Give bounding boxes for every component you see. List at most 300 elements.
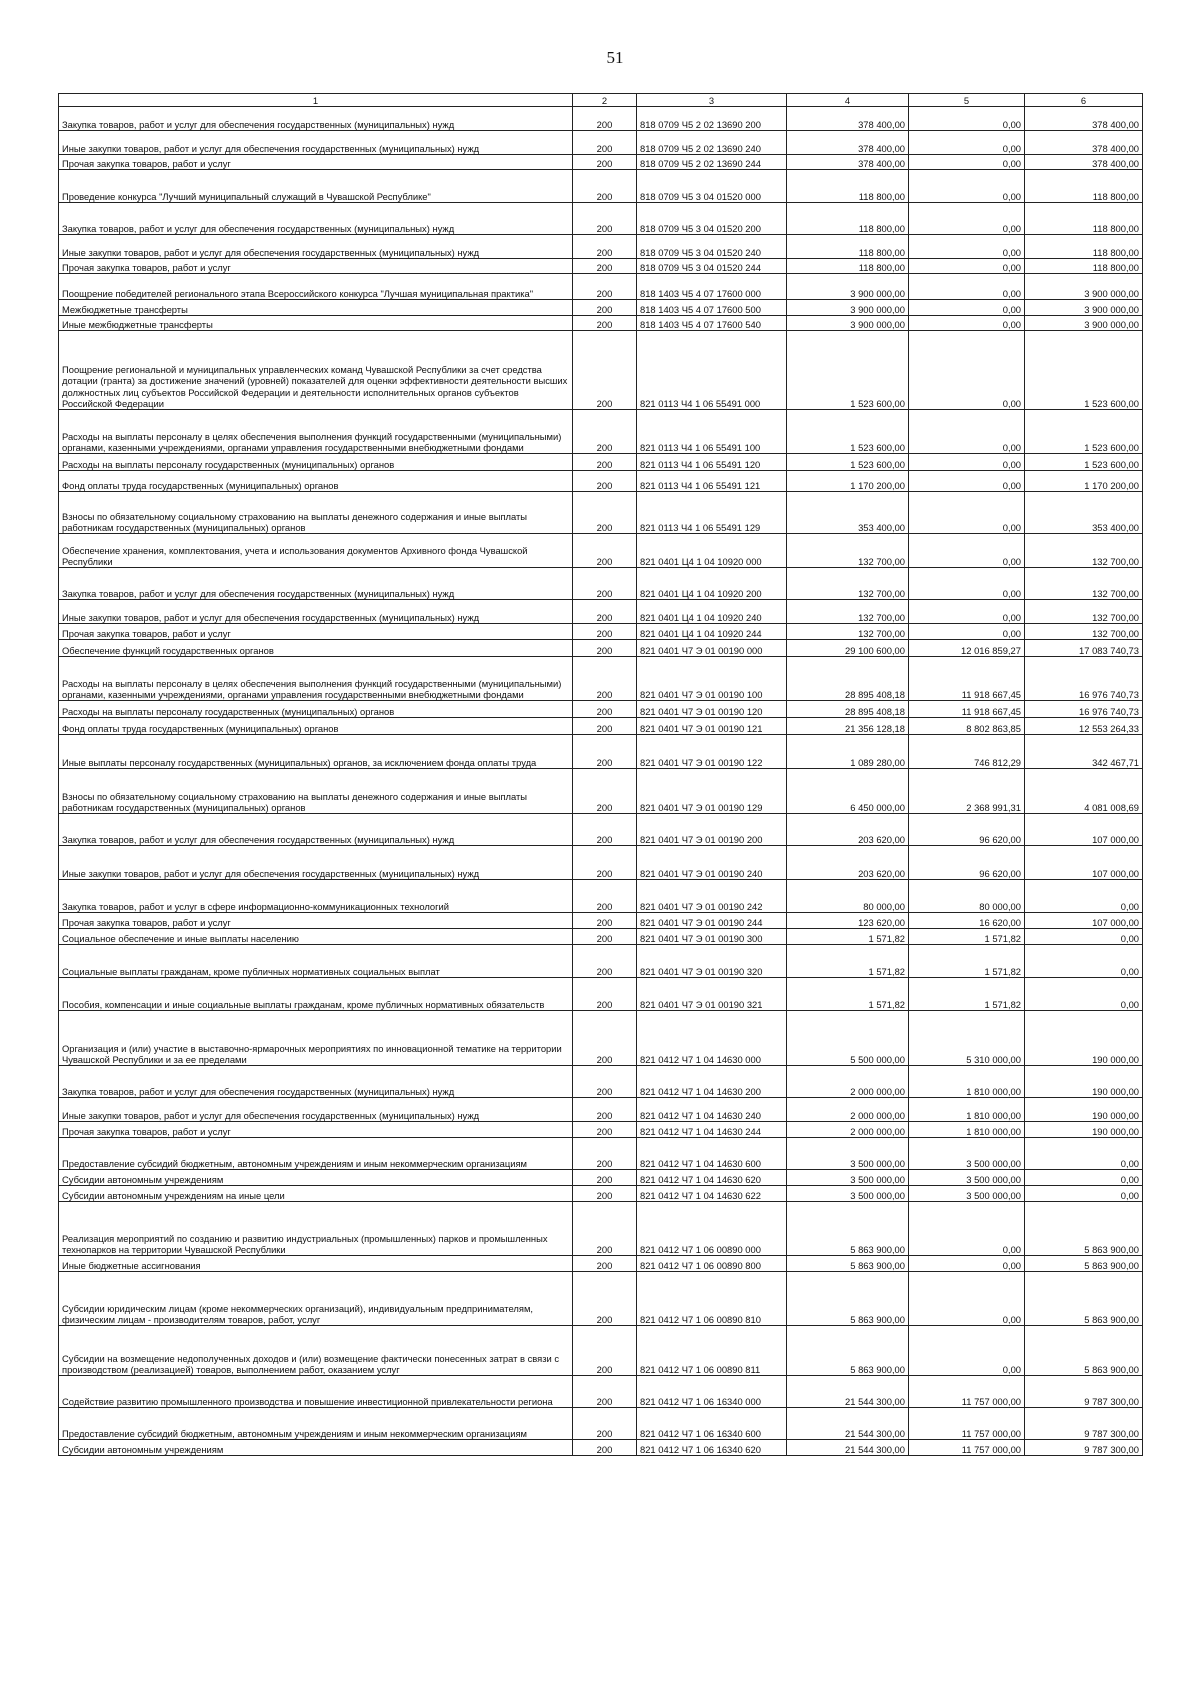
row-value-6: 132 700,00 <box>1025 568 1143 600</box>
row-value-4: 5 500 000,00 <box>787 1011 909 1066</box>
row-value-6: 17 083 740,73 <box>1025 640 1143 657</box>
table-row <box>59 945 1143 978</box>
row-column-2: 200 <box>573 107 637 131</box>
row-value-5: 1 810 000,00 <box>909 1122 1025 1138</box>
row-column-2: 200 <box>573 945 637 978</box>
row-name: Закупка товаров, работ и услуг для обеспечения государственных (муниципальных) нужд <box>59 203 573 235</box>
row-value-6: 190 000,00 <box>1025 1066 1143 1098</box>
row-code: 821 0412 Ч7 1 04 14630 620 <box>637 1170 787 1186</box>
row-code: 821 0401 Ц4 1 04 10920 240 <box>637 600 787 624</box>
row-value-5: 5 310 000,00 <box>909 1011 1025 1066</box>
row-value-4: 378 400,00 <box>787 107 909 131</box>
table-row <box>59 929 1143 945</box>
row-value-5: 3 500 000,00 <box>909 1186 1025 1202</box>
row-value-6: 0,00 <box>1025 1186 1143 1202</box>
table-row <box>59 1170 1143 1186</box>
table-row <box>59 735 1143 769</box>
row-column-2: 200 <box>573 274 637 300</box>
row-code: 821 0412 Ч7 1 06 00890 000 <box>637 1202 787 1256</box>
row-value-5: 12 016 859,27 <box>909 640 1025 657</box>
row-column-2: 200 <box>573 170 637 203</box>
row-name: Предоставление субсидий бюджетным, автономным учреждениям и иным некоммерческим организациям <box>59 1138 573 1170</box>
row-value-5: 1 571,82 <box>909 929 1025 945</box>
row-value-4: 80 000,00 <box>787 880 909 913</box>
row-name: Взносы по обязательному социальному страхованию на выплаты денежного содержания и иные выплаты работникам государственных (муниципальных) органов <box>59 492 573 534</box>
row-value-5: 0,00 <box>909 259 1025 274</box>
row-value-4: 2 000 000,00 <box>787 1122 909 1138</box>
table-row <box>59 624 1143 640</box>
row-value-6: 190 000,00 <box>1025 1011 1143 1066</box>
row-code: 821 0401 Ч7 Э 01 00190 321 <box>637 978 787 1011</box>
row-value-6: 9 787 300,00 <box>1025 1408 1143 1440</box>
row-value-5: 0,00 <box>909 274 1025 300</box>
row-column-2: 200 <box>573 1408 637 1440</box>
row-name: Субсидии автономным учреждениям <box>59 1440 573 1456</box>
row-column-2: 200 <box>573 235 637 259</box>
row-name: Социальное обеспечение и иные выплаты населению <box>59 929 573 945</box>
row-value-5: 0,00 <box>909 300 1025 316</box>
row-code: 821 0412 Ч7 1 04 14630 600 <box>637 1138 787 1170</box>
row-name: Проведение конкурса "Лучший муниципальный служащий в Чувашской Республике" <box>59 170 573 203</box>
row-value-6: 1 170 200,00 <box>1025 471 1143 492</box>
row-value-4: 3 900 000,00 <box>787 300 909 316</box>
row-name: Организация и (или) участие в выставочно-ярмарочных мероприятиях по инновационной тематике на территории Чувашской Республики и за ее пределами <box>59 1011 573 1066</box>
table-row <box>59 1408 1143 1440</box>
row-code: 821 0412 Ч7 1 04 14630 244 <box>637 1122 787 1138</box>
row-value-6: 132 700,00 <box>1025 600 1143 624</box>
row-value-6: 353 400,00 <box>1025 492 1143 534</box>
row-name: Закупка товаров, работ и услуг для обеспечения государственных (муниципальных) нужд <box>59 107 573 131</box>
row-value-6: 378 400,00 <box>1025 131 1143 155</box>
row-value-6: 118 800,00 <box>1025 259 1143 274</box>
row-value-6: 3 900 000,00 <box>1025 274 1143 300</box>
row-name: Иные выплаты персоналу государственных (муниципальных) органов, за исключением фонда оплаты труда <box>59 735 573 769</box>
row-value-6: 1 523 600,00 <box>1025 410 1143 454</box>
table-row <box>59 471 1143 492</box>
row-column-2: 200 <box>573 1202 637 1256</box>
row-column-2: 200 <box>573 1122 637 1138</box>
row-code: 821 0401 Ч7 Э 01 00190 122 <box>637 735 787 769</box>
row-column-2: 200 <box>573 410 637 454</box>
row-column-2: 200 <box>573 492 637 534</box>
row-code: 821 0412 Ч7 1 04 14630 000 <box>637 1011 787 1066</box>
table-row <box>59 331 1143 410</box>
row-value-5: 16 620,00 <box>909 913 1025 929</box>
row-code: 818 0709 Ч5 2 02 13690 244 <box>637 155 787 170</box>
row-value-5: 3 500 000,00 <box>909 1138 1025 1170</box>
row-value-6: 3 900 000,00 <box>1025 300 1143 316</box>
row-value-5: 2 368 991,31 <box>909 769 1025 814</box>
row-column-2: 200 <box>573 814 637 846</box>
row-value-5: 11 757 000,00 <box>909 1408 1025 1440</box>
row-value-5: 1 810 000,00 <box>909 1066 1025 1098</box>
row-name: Расходы на выплаты персоналу в целях обеспечения выполнения функций государственными (муниципальными) органами, казенными учреждениями, органами управления государственными внебюджетными фондами <box>59 657 573 701</box>
row-code: 818 0709 Ч5 2 02 13690 240 <box>637 131 787 155</box>
row-column-2: 200 <box>573 471 637 492</box>
row-value-5: 11 757 000,00 <box>909 1440 1025 1456</box>
row-name: Субсидии юридическим лицам (кроме некоммерческих организаций), индивидуальным предпринимателям, физическим лицам - производителям товаров, работ, услуг <box>59 1272 573 1326</box>
row-value-4: 5 863 900,00 <box>787 1256 909 1272</box>
row-value-4: 203 620,00 <box>787 814 909 846</box>
row-value-6: 5 863 900,00 <box>1025 1272 1143 1326</box>
row-column-2: 200 <box>573 1170 637 1186</box>
row-column-2: 200 <box>573 600 637 624</box>
row-value-5: 11 918 667,45 <box>909 657 1025 701</box>
table-row <box>59 300 1143 316</box>
header-cell-1: 1 <box>59 94 573 107</box>
row-value-5: 0,00 <box>909 600 1025 624</box>
row-column-2: 200 <box>573 880 637 913</box>
row-column-2: 200 <box>573 259 637 274</box>
row-value-4: 132 700,00 <box>787 534 909 568</box>
row-code: 821 0113 Ч4 1 06 55491 000 <box>637 331 787 410</box>
row-value-4: 3 500 000,00 <box>787 1138 909 1170</box>
row-column-2: 200 <box>573 1272 637 1326</box>
row-code: 821 0401 Ц4 1 04 10920 200 <box>637 568 787 600</box>
header-row <box>59 94 1143 107</box>
row-name: Обеспечение хранения, комплектования, учета и использования документов Архивного фонда Чувашской Республики <box>59 534 573 568</box>
row-name: Иные закупки товаров, работ и услуг для обеспечения государственных (муниципальных) нужд <box>59 235 573 259</box>
row-code: 821 0412 Ч7 1 06 16340 620 <box>637 1440 787 1456</box>
row-code: 821 0412 Ч7 1 06 00890 811 <box>637 1326 787 1376</box>
row-column-2: 200 <box>573 1440 637 1456</box>
row-column-2: 200 <box>573 769 637 814</box>
row-value-5: 0,00 <box>909 410 1025 454</box>
row-value-4: 21 544 300,00 <box>787 1408 909 1440</box>
row-value-4: 1 571,82 <box>787 929 909 945</box>
row-value-4: 2 000 000,00 <box>787 1098 909 1122</box>
row-value-4: 3 500 000,00 <box>787 1186 909 1202</box>
row-value-6: 0,00 <box>1025 880 1143 913</box>
table-row <box>59 316 1143 331</box>
row-code: 821 0412 Ч7 1 04 14630 200 <box>637 1066 787 1098</box>
table-row <box>59 718 1143 735</box>
row-value-6: 12 553 264,33 <box>1025 718 1143 735</box>
row-value-6: 9 787 300,00 <box>1025 1376 1143 1408</box>
table-row <box>59 814 1143 846</box>
row-name: Прочая закупка товаров, работ и услуг <box>59 1122 573 1138</box>
table-row <box>59 657 1143 701</box>
row-column-2: 200 <box>573 735 637 769</box>
row-column-2: 200 <box>573 640 637 657</box>
row-name: Пособия, компенсации и иные социальные выплаты гражданам, кроме публичных нормативных обязательств <box>59 978 573 1011</box>
table-row <box>59 568 1143 600</box>
row-code: 818 0709 Ч5 3 04 01520 000 <box>637 170 787 203</box>
row-code: 821 0401 Ч7 Э 01 00190 100 <box>637 657 787 701</box>
row-value-4: 353 400,00 <box>787 492 909 534</box>
row-code: 821 0401 Ч7 Э 01 00190 240 <box>637 846 787 880</box>
table-row <box>59 600 1143 624</box>
table-row <box>59 454 1143 471</box>
row-value-4: 132 700,00 <box>787 600 909 624</box>
table-row <box>59 107 1143 131</box>
row-value-4: 2 000 000,00 <box>787 1066 909 1098</box>
table-row <box>59 1440 1143 1456</box>
table-row <box>59 913 1143 929</box>
row-column-2: 200 <box>573 1138 637 1170</box>
row-column-2: 200 <box>573 657 637 701</box>
row-value-4: 1 523 600,00 <box>787 331 909 410</box>
row-value-5: 8 802 863,85 <box>909 718 1025 735</box>
table-row <box>59 274 1143 300</box>
table-body <box>59 107 1143 1456</box>
row-value-4: 21 356 128,18 <box>787 718 909 735</box>
row-value-4: 3 900 000,00 <box>787 274 909 300</box>
table-row <box>59 978 1143 1011</box>
row-column-2: 200 <box>573 1326 637 1376</box>
row-code: 821 0401 Ч7 Э 01 00190 129 <box>637 769 787 814</box>
row-name: Прочая закупка товаров, работ и услуг <box>59 259 573 274</box>
row-name: Закупка товаров, работ и услуг для обеспечения государственных (муниципальных) нужд <box>59 1066 573 1098</box>
header-cell-4: 4 <box>787 94 909 107</box>
row-value-4: 3 500 000,00 <box>787 1170 909 1186</box>
row-value-6: 190 000,00 <box>1025 1122 1143 1138</box>
row-value-5: 0,00 <box>909 107 1025 131</box>
row-code: 821 0401 Ч7 Э 01 00190 244 <box>637 913 787 929</box>
table-row <box>59 170 1143 203</box>
row-column-2: 200 <box>573 300 637 316</box>
budget-table <box>58 93 1143 1456</box>
page-number: 51 <box>606 48 624 67</box>
row-code: 821 0113 Ч4 1 06 55491 129 <box>637 492 787 534</box>
row-value-5: 1 571,82 <box>909 945 1025 978</box>
row-code: 821 0113 Ч4 1 06 55491 100 <box>637 410 787 454</box>
row-value-6: 378 400,00 <box>1025 155 1143 170</box>
row-value-5: 0,00 <box>909 203 1025 235</box>
row-name: Иные бюджетные ассигнования <box>59 1256 573 1272</box>
row-value-6: 5 863 900,00 <box>1025 1202 1143 1256</box>
row-value-5: 0,00 <box>909 1202 1025 1256</box>
row-column-2: 200 <box>573 1376 637 1408</box>
row-code: 821 0113 Ч4 1 06 55491 121 <box>637 471 787 492</box>
row-value-5: 0,00 <box>909 1256 1025 1272</box>
table-row <box>59 880 1143 913</box>
table-row <box>59 235 1143 259</box>
row-value-4: 3 900 000,00 <box>787 316 909 331</box>
row-value-5: 1 810 000,00 <box>909 1098 1025 1122</box>
row-name: Взносы по обязательному социальному страхованию на выплаты денежного содержания и иные выплаты работникам государственных (муниципальных) органов <box>59 769 573 814</box>
table-row <box>59 492 1143 534</box>
row-column-2: 200 <box>573 534 637 568</box>
table-row <box>59 1202 1143 1256</box>
row-column-2: 200 <box>573 203 637 235</box>
row-name: Поощрение победителей регионального этапа Всероссийского конкурса "Лучшая муниципальная практика" <box>59 274 573 300</box>
table-row <box>59 1011 1143 1066</box>
row-value-5: 11 757 000,00 <box>909 1376 1025 1408</box>
row-name: Фонд оплаты труда государственных (муниципальных) органов <box>59 471 573 492</box>
row-code: 818 0709 Ч5 3 04 01520 240 <box>637 235 787 259</box>
row-value-4: 28 895 408,18 <box>787 657 909 701</box>
table-row <box>59 1066 1143 1098</box>
row-column-2: 200 <box>573 1066 637 1098</box>
row-value-6: 132 700,00 <box>1025 624 1143 640</box>
row-code: 821 0412 Ч7 1 06 16340 600 <box>637 1408 787 1440</box>
row-value-5: 80 000,00 <box>909 880 1025 913</box>
row-value-4: 6 450 000,00 <box>787 769 909 814</box>
row-code: 821 0401 Ч7 Э 01 00190 121 <box>637 718 787 735</box>
table-row <box>59 1098 1143 1122</box>
row-value-5: 0,00 <box>909 534 1025 568</box>
row-value-4: 378 400,00 <box>787 131 909 155</box>
row-value-4: 118 800,00 <box>787 235 909 259</box>
table-row <box>59 259 1143 274</box>
row-code: 821 0401 Ч7 Э 01 00190 000 <box>637 640 787 657</box>
row-value-5: 1 571,82 <box>909 978 1025 1011</box>
row-value-4: 378 400,00 <box>787 155 909 170</box>
row-name: Закупка товаров, работ и услуг для обеспечения государственных (муниципальных) нужд <box>59 814 573 846</box>
row-name: Прочая закупка товаров, работ и услуг <box>59 155 573 170</box>
row-value-6: 1 523 600,00 <box>1025 454 1143 471</box>
row-value-4: 118 800,00 <box>787 259 909 274</box>
row-column-2: 200 <box>573 978 637 1011</box>
row-value-6: 0,00 <box>1025 929 1143 945</box>
row-value-4: 1 523 600,00 <box>787 454 909 471</box>
row-value-6: 16 976 740,73 <box>1025 657 1143 701</box>
row-name: Поощрение региональной и муниципальных управленческих команд Чувашской Республики за счет средства дотации (гранта) за достижение значений (уровней) показателей для оценки эффективности деятельности высших должностных лиц субъектов Российской Федерации и деятельности исполнительных органов субъектов Российской Федерации <box>59 331 573 410</box>
row-code: 821 0401 Ч7 Э 01 00190 300 <box>637 929 787 945</box>
row-value-5: 96 620,00 <box>909 846 1025 880</box>
row-value-4: 21 544 300,00 <box>787 1376 909 1408</box>
row-code: 821 0113 Ч4 1 06 55491 120 <box>637 454 787 471</box>
row-column-2: 200 <box>573 155 637 170</box>
row-value-6: 16 976 740,73 <box>1025 701 1143 718</box>
row-value-4: 28 895 408,18 <box>787 701 909 718</box>
row-name: Закупка товаров, работ и услуг в сфере информационно-коммуникационных технологий <box>59 880 573 913</box>
row-value-4: 5 863 900,00 <box>787 1272 909 1326</box>
table-row <box>59 410 1143 454</box>
row-value-6: 0,00 <box>1025 1138 1143 1170</box>
row-name: Содействие развитию промышленного производства и повышение инвестиционной привлекательности региона <box>59 1376 573 1408</box>
row-value-4: 118 800,00 <box>787 170 909 203</box>
row-value-6: 107 000,00 <box>1025 913 1143 929</box>
row-name: Иные закупки товаров, работ и услуг для обеспечения государственных (муниципальных) нужд <box>59 846 573 880</box>
row-value-5: 0,00 <box>909 155 1025 170</box>
row-name: Иные межбюджетные трансферты <box>59 316 573 331</box>
row-column-2: 200 <box>573 1186 637 1202</box>
table-row <box>59 1186 1143 1202</box>
row-value-4: 5 863 900,00 <box>787 1202 909 1256</box>
row-value-6: 4 081 008,69 <box>1025 769 1143 814</box>
row-value-4: 1 089 280,00 <box>787 735 909 769</box>
row-name: Расходы на выплаты персоналу государственных (муниципальных) органов <box>59 454 573 471</box>
row-value-6: 0,00 <box>1025 1170 1143 1186</box>
row-code: 821 0401 Ц4 1 04 10920 244 <box>637 624 787 640</box>
row-value-6: 0,00 <box>1025 945 1143 978</box>
row-column-2: 200 <box>573 316 637 331</box>
row-code: 818 1403 Ч5 4 07 17600 000 <box>637 274 787 300</box>
row-name: Расходы на выплаты персоналу в целях обеспечения выполнения функций государственными (муниципальными) органами, казенными учреждениями, органами управления государственными внебюджетными фондами <box>59 410 573 454</box>
row-name: Субсидии на возмещение недополученных доходов и (или) возмещение фактически понесенных затрат в связи с производством (реализацией) товаров, выполнением работ, оказанием услуг <box>59 1326 573 1376</box>
row-code: 818 0709 Ч5 3 04 01520 244 <box>637 259 787 274</box>
row-value-6: 118 800,00 <box>1025 235 1143 259</box>
row-column-2: 200 <box>573 1256 637 1272</box>
row-value-5: 11 918 667,45 <box>909 701 1025 718</box>
row-value-6: 5 863 900,00 <box>1025 1326 1143 1376</box>
row-name: Межбюджетные трансферты <box>59 300 573 316</box>
table-row <box>59 131 1143 155</box>
row-value-6: 9 787 300,00 <box>1025 1440 1143 1456</box>
row-value-6: 118 800,00 <box>1025 170 1143 203</box>
table-row <box>59 701 1143 718</box>
row-value-5: 96 620,00 <box>909 814 1025 846</box>
row-name: Социальные выплаты гражданам, кроме публичных нормативных социальных выплат <box>59 945 573 978</box>
row-name: Реализация мероприятий по созданию и развитию индустриальных (промышленных) парков и промышленных технопарков на территории Чувашской Республики <box>59 1202 573 1256</box>
table-row <box>59 1138 1143 1170</box>
row-name: Обеспечение функций государственных органов <box>59 640 573 657</box>
row-name: Иные закупки товаров, работ и услуг для обеспечения государственных (муниципальных) нужд <box>59 600 573 624</box>
row-code: 818 1403 Ч5 4 07 17600 500 <box>637 300 787 316</box>
row-name: Субсидии автономным учреждениям на иные цели <box>59 1186 573 1202</box>
row-code: 821 0412 Ч7 1 06 00890 800 <box>637 1256 787 1272</box>
row-value-6: 378 400,00 <box>1025 107 1143 131</box>
row-value-4: 1 571,82 <box>787 945 909 978</box>
row-column-2: 200 <box>573 1098 637 1122</box>
row-code: 821 0412 Ч7 1 04 14630 240 <box>637 1098 787 1122</box>
row-code: 821 0401 Ч7 Э 01 00190 320 <box>637 945 787 978</box>
row-value-6: 3 900 000,00 <box>1025 316 1143 331</box>
row-code: 821 0401 Ч7 Э 01 00190 242 <box>637 880 787 913</box>
row-value-4: 5 863 900,00 <box>787 1326 909 1376</box>
row-column-2: 200 <box>573 1011 637 1066</box>
row-value-5: 0,00 <box>909 316 1025 331</box>
row-value-6: 1 523 600,00 <box>1025 331 1143 410</box>
row-value-5: 0,00 <box>909 492 1025 534</box>
row-value-5: 0,00 <box>909 331 1025 410</box>
row-name: Расходы на выплаты персоналу государственных (муниципальных) органов <box>59 701 573 718</box>
row-column-2: 200 <box>573 454 637 471</box>
row-value-5: 746 812,29 <box>909 735 1025 769</box>
table-row <box>59 203 1143 235</box>
row-column-2: 200 <box>573 568 637 600</box>
row-column-2: 200 <box>573 624 637 640</box>
row-name: Иные закупки товаров, работ и услуг для обеспечения государственных (муниципальных) нужд <box>59 1098 573 1122</box>
row-value-4: 21 544 300,00 <box>787 1440 909 1456</box>
row-value-5: 0,00 <box>909 235 1025 259</box>
row-value-4: 118 800,00 <box>787 203 909 235</box>
row-value-4: 132 700,00 <box>787 624 909 640</box>
row-value-6: 107 000,00 <box>1025 846 1143 880</box>
table-row <box>59 640 1143 657</box>
row-name: Закупка товаров, работ и услуг для обеспечения государственных (муниципальных) нужд <box>59 568 573 600</box>
row-value-5: 0,00 <box>909 454 1025 471</box>
row-code: 821 0412 Ч7 1 04 14630 622 <box>637 1186 787 1202</box>
row-name: Иные закупки товаров, работ и услуг для обеспечения государственных (муниципальных) нужд <box>59 131 573 155</box>
row-column-2: 200 <box>573 929 637 945</box>
header-cell-5: 5 <box>909 94 1025 107</box>
row-column-2: 200 <box>573 331 637 410</box>
header-cell-3: 3 <box>637 94 787 107</box>
row-value-4: 1 523 600,00 <box>787 410 909 454</box>
row-value-4: 123 620,00 <box>787 913 909 929</box>
row-column-2: 200 <box>573 718 637 735</box>
row-column-2: 200 <box>573 846 637 880</box>
row-value-5: 3 500 000,00 <box>909 1170 1025 1186</box>
row-value-4: 1 571,82 <box>787 978 909 1011</box>
row-value-4: 132 700,00 <box>787 568 909 600</box>
row-value-6: 5 863 900,00 <box>1025 1256 1143 1272</box>
row-value-6: 190 000,00 <box>1025 1098 1143 1122</box>
row-code: 821 0401 Ч7 Э 01 00190 120 <box>637 701 787 718</box>
table-row <box>59 1272 1143 1326</box>
header-cell-2: 2 <box>573 94 637 107</box>
row-code: 818 1403 Ч5 4 07 17600 540 <box>637 316 787 331</box>
table-row <box>59 846 1143 880</box>
table-row <box>59 155 1143 170</box>
row-code: 821 0412 Ч7 1 06 16340 000 <box>637 1376 787 1408</box>
row-value-5: 0,00 <box>909 1272 1025 1326</box>
row-code: 821 0401 Ц4 1 04 10920 000 <box>637 534 787 568</box>
row-code: 821 0412 Ч7 1 06 00890 810 <box>637 1272 787 1326</box>
